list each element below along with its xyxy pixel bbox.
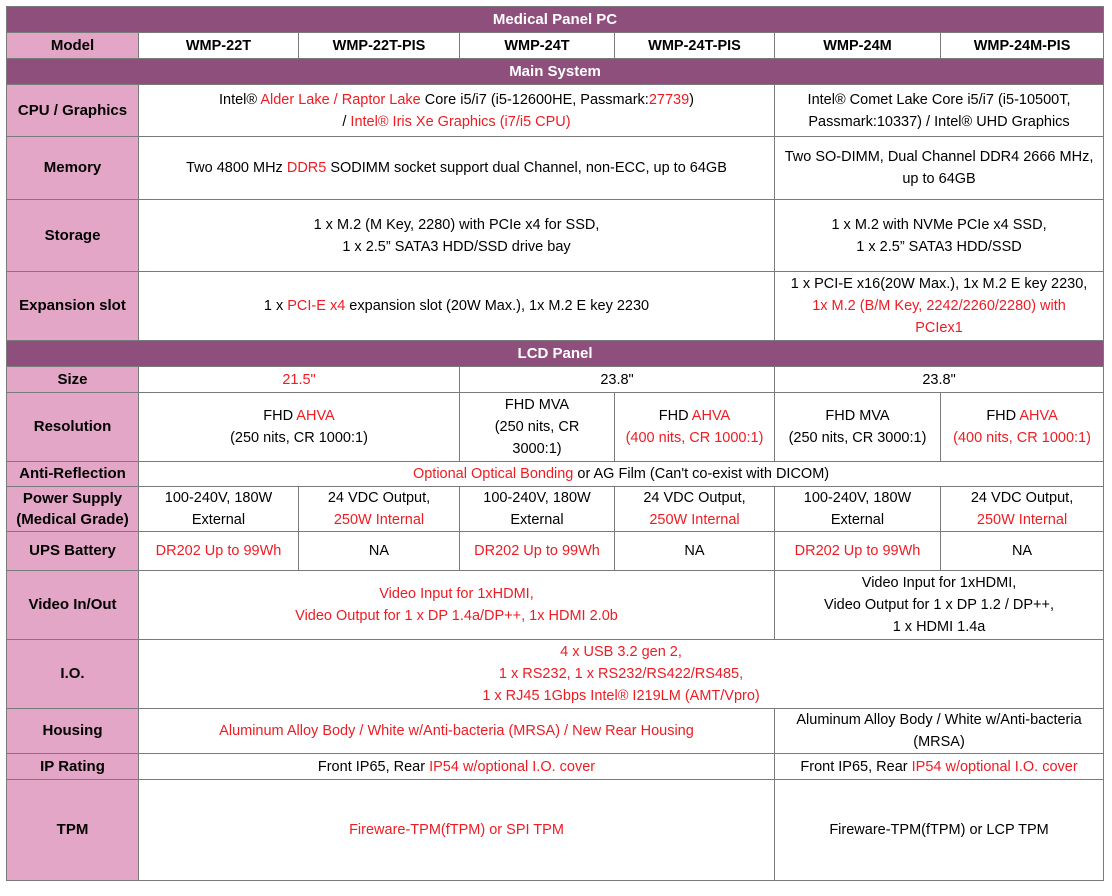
- ups-22t-pis: NA: [299, 532, 460, 571]
- anti-reflection-value: Optional Optical Bonding or AG Film (Can't co-exist with DICOM): [139, 462, 1104, 487]
- ups-24m-pis: NA: [941, 532, 1104, 571]
- storage-t-series: 1 x M.2 (M Key, 2280) with PCIe x4 for SSD, 1 x 2.5” SATA3 HDD/SSD drive bay: [139, 200, 775, 272]
- expansion-label: Expansion slot: [7, 272, 139, 341]
- housing-label: Housing: [7, 709, 139, 754]
- model-wmp-22t: WMP-22T: [139, 33, 299, 59]
- ip-rating-m-series: Front IP65, Rear IP54 w/optional I.O. cover: [775, 754, 1104, 780]
- ups-24t: DR202 Up to 99Wh: [460, 532, 615, 571]
- model-label: Model: [7, 33, 139, 59]
- ip-rating-t-series: Front IP65, Rear IP54 w/optional I.O. cover: [139, 754, 775, 780]
- ups-row: [7, 532, 1104, 571]
- io-label: I.O.: [7, 640, 139, 709]
- resolution-row: [7, 393, 1104, 462]
- power-24t-pis: 24 VDC Output, 250W Internal: [615, 487, 775, 532]
- cpu-row: [7, 85, 1104, 137]
- model-wmp-24t-pis: WMP-24T-PIS: [615, 33, 775, 59]
- expansion-m-series: 1 x PCI-E x16(20W Max.), 1x M.2 E key 2230, 1x M.2 (B/M Key, 2242/2260/2280) with PCIex1: [775, 272, 1104, 341]
- housing-m-series: Aluminum Alloy Body / White w/Anti-bacteria (MRSA): [775, 709, 1104, 754]
- memory-t-series: Two 4800 MHz DDR5 SODIMM socket support dual Channel, non-ECC, up to 64GB: [139, 137, 775, 200]
- resolution-24m-pis: FHD AHVA (400 nits, CR 1000:1): [941, 393, 1104, 462]
- video-t-series: Video Input for 1xHDMI, Video Output for 1 x DP 1.4a/DP++, 1x HDMI 2.0b: [139, 571, 775, 640]
- power-24m: 100-240V, 180W External: [775, 487, 941, 532]
- tpm-row: [7, 780, 1104, 881]
- model-wmp-24m: WMP-24M: [775, 33, 941, 59]
- ups-24m: DR202 Up to 99Wh: [775, 532, 941, 571]
- power-24t: 100-240V, 180W External: [460, 487, 615, 532]
- power-22t-pis: 24 VDC Output, 250W Internal: [299, 487, 460, 532]
- ups-22t: DR202 Up to 99Wh: [139, 532, 299, 571]
- size-24t: 23.8": [460, 367, 775, 393]
- video-label: Video In/Out: [7, 571, 139, 640]
- lcd-panel-header: LCD Panel: [7, 341, 1104, 367]
- ups-label: UPS Battery: [7, 532, 139, 571]
- resolution-24t: FHD MVA (250 nits, CR 3000:1): [460, 393, 615, 462]
- size-label: Size: [7, 367, 139, 393]
- size-24m: 23.8": [775, 367, 1104, 393]
- tpm-t-series: Fireware-TPM(fTPM) or SPI TPM: [139, 780, 775, 881]
- memory-label: Memory: [7, 137, 139, 200]
- storage-m-series: 1 x M.2 with NVMe PCIe x4 SSD, 1 x 2.5” SATA3 HDD/SSD: [775, 200, 1104, 272]
- power-row: [7, 487, 1104, 532]
- resolution-22t: FHD AHVA (250 nits, CR 1000:1): [139, 393, 460, 462]
- anti-reflection-label: Anti-Reflection: [7, 462, 139, 487]
- io-row: [7, 640, 1104, 709]
- size-row: [7, 367, 1104, 393]
- cpu-t-series: Intel® Alder Lake / Raptor Lake Core i5/i7 (i5-12600HE, Passmark:27739) / Intel® Iris Xe Graphics (i7/i5 CPU): [139, 85, 775, 137]
- model-wmp-22t-pis: WMP-22T-PIS: [299, 33, 460, 59]
- model-row: [7, 33, 1104, 59]
- power-22t: 100-240V, 180W External: [139, 487, 299, 532]
- main-system-header: Main System: [7, 59, 1104, 85]
- power-24m-pis: 24 VDC Output, 250W Internal: [941, 487, 1104, 532]
- memory-m-series: Two SO-DIMM, Dual Channel DDR4 2666 MHz, up to 64GB: [775, 137, 1104, 200]
- model-wmp-24m-pis: WMP-24M-PIS: [941, 33, 1104, 59]
- size-22t: 21.5": [139, 367, 460, 393]
- cpu-label: CPU / Graphics: [7, 85, 139, 137]
- tpm-label: TPM: [7, 780, 139, 881]
- spec-table: [6, 6, 1104, 881]
- ups-24t-pis: NA: [615, 532, 775, 571]
- io-value: 4 x USB 3.2 gen 2, 1 x RS232, 1 x RS232/RS422/RS485, 1 x RJ45 1Gbps Intel® I219LM (AMT/Vpro): [139, 640, 1104, 709]
- resolution-24t-pis: FHD AHVA (400 nits, CR 1000:1): [615, 393, 775, 462]
- ip-rating-row: [7, 754, 1104, 780]
- resolution-label: Resolution: [7, 393, 139, 462]
- storage-row: [7, 200, 1104, 272]
- resolution-24m: FHD MVA (250 nits, CR 3000:1): [775, 393, 941, 462]
- power-label: Power Supply (Medical Grade): [7, 487, 139, 532]
- housing-row: [7, 709, 1104, 754]
- ip-rating-label: IP Rating: [7, 754, 139, 780]
- memory-row: [7, 137, 1104, 200]
- housing-t-series: Aluminum Alloy Body / White w/Anti-bacteria (MRSA) / New Rear Housing: [139, 709, 775, 754]
- expansion-row: [7, 272, 1104, 341]
- table-title: Medical Panel PC: [7, 7, 1104, 33]
- video-m-series: Video Input for 1xHDMI, Video Output for 1 x DP 1.2 / DP++, 1 x HDMI 1.4a: [775, 571, 1104, 640]
- expansion-t-series: 1 x PCI-E x4 expansion slot (20W Max.), 1x M.2 E key 2230: [139, 272, 775, 341]
- tpm-m-series: Fireware-TPM(fTPM) or LCP TPM: [775, 780, 1104, 881]
- cpu-m-series: Intel® Comet Lake Core i5/i7 (i5-10500T, Passmark:10337) / Intel® UHD Graphics: [775, 85, 1104, 137]
- model-wmp-24t: WMP-24T: [460, 33, 615, 59]
- video-row: [7, 571, 1104, 640]
- anti-reflection-row: [7, 462, 1104, 487]
- storage-label: Storage: [7, 200, 139, 272]
